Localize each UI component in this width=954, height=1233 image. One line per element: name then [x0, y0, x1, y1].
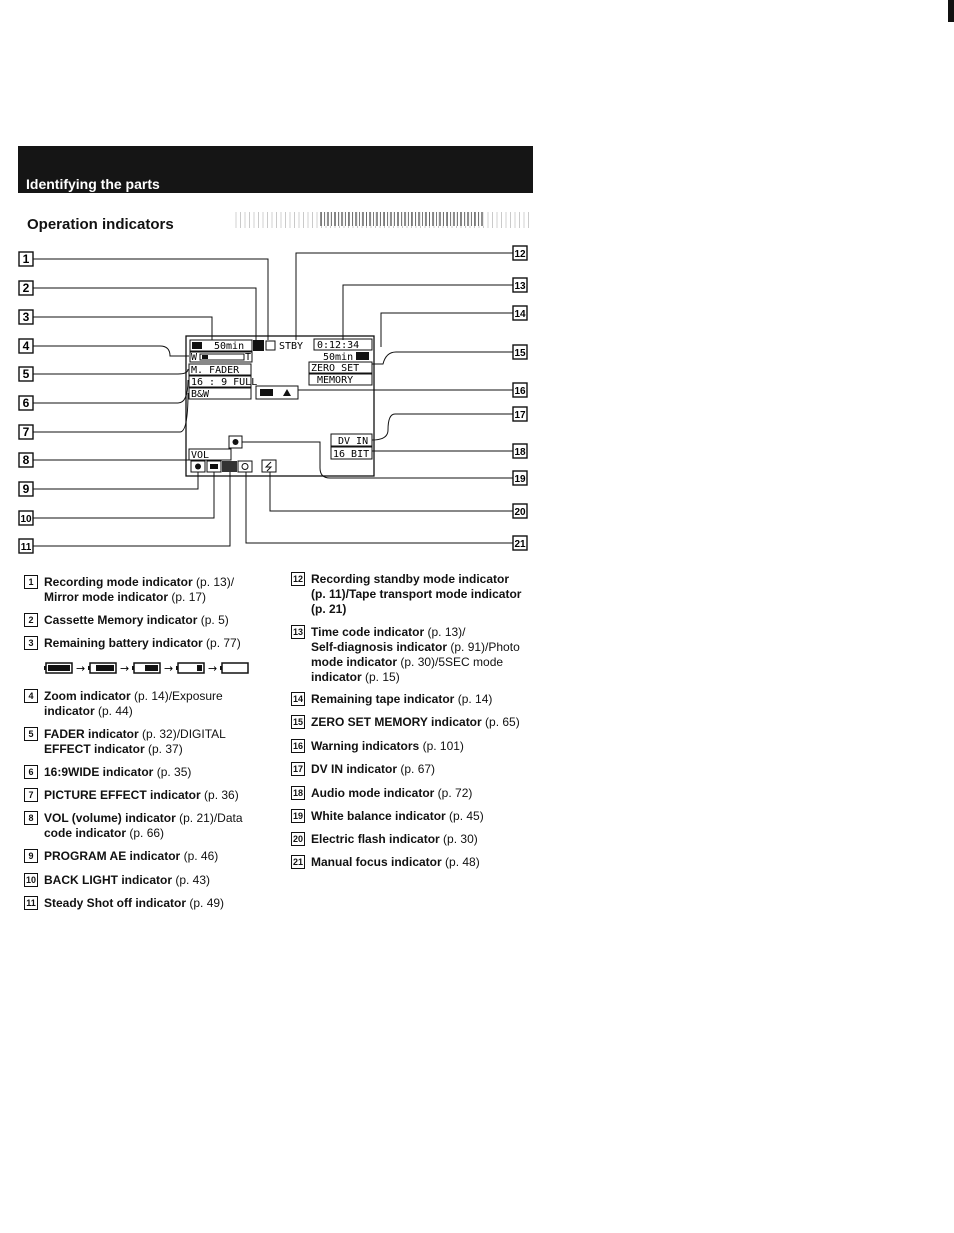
description-number: 21 — [292, 857, 303, 867]
description-title: (p. 21) — [311, 602, 347, 616]
svg-text:8: 8 — [22, 453, 30, 467]
description-title: indicator — [44, 704, 95, 718]
description-number: 16 — [292, 741, 303, 751]
battery-icon — [192, 342, 202, 349]
description-title: PROGRAM AE indicator — [44, 849, 181, 863]
description-page-ref: (p. 35) — [153, 765, 192, 779]
lcd-zoom-w: W — [191, 352, 198, 363]
svg-text:6: 6 — [22, 396, 30, 410]
description-title: mode indicator — [311, 655, 398, 669]
svg-text:4: 4 — [22, 339, 30, 353]
eject-warning-icon — [283, 389, 291, 396]
description-title: PICTURE EFFECT indicator — [44, 788, 201, 802]
battery-full-icon — [44, 663, 72, 673]
lcd-memory: MEMORY — [317, 375, 354, 386]
callout-14 — [513, 306, 527, 320]
cassette-memory-icon — [253, 340, 264, 351]
svg-text:21: 21 — [514, 539, 526, 550]
callout-5 — [19, 367, 33, 381]
description-number: 14 — [292, 694, 303, 704]
description-number: 8 — [24, 811, 38, 825]
svg-text:3: 3 — [22, 310, 30, 324]
description-page-ref: (p. 13)/ — [424, 625, 466, 639]
svg-text:11: 11 — [20, 542, 32, 553]
description-page-ref: (p. 32)/DIGITAL — [138, 727, 226, 741]
description-page-ref: (p. 43) — [172, 873, 211, 887]
svg-text:20: 20 — [514, 507, 526, 518]
description-title: 16:9WIDE indicator — [44, 765, 154, 779]
battery-sequence — [44, 660, 274, 676]
svg-text:9: 9 — [22, 482, 30, 496]
description-9 — [24, 849, 218, 864]
svg-text:→: → — [76, 662, 86, 675]
description-page-ref: (p. 67) — [397, 762, 436, 776]
description-title: code indicator — [44, 826, 127, 840]
lcd-wide: 16 : 9 FULL — [191, 377, 258, 388]
description-page-ref: (p. 30) — [439, 832, 478, 846]
description-20 — [291, 832, 478, 847]
svg-text:19: 19 — [514, 474, 526, 485]
description-number: 6 — [24, 765, 38, 779]
lcd-tape-time: 50min — [214, 341, 245, 352]
description-number: 9 — [24, 849, 38, 863]
steady-shot-icon — [222, 461, 237, 472]
lcd-fader: M. FADER — [191, 365, 240, 376]
description-13 — [291, 625, 520, 685]
description-title: BACK LIGHT indicator — [44, 873, 172, 887]
lcd-standby: STBY — [279, 341, 304, 352]
callout-21 — [513, 536, 527, 550]
description-page-ref: (p. 65) — [481, 715, 520, 729]
callout-7 — [19, 425, 33, 439]
callout-19 — [513, 471, 527, 485]
callout-15 — [513, 345, 527, 359]
description-title: White balance indicator — [311, 809, 446, 823]
description-19 — [291, 809, 484, 824]
page-header-title: Identifying the parts — [26, 176, 160, 192]
description-number: 1 — [24, 575, 38, 589]
description-page-ref: (p. 14) — [454, 692, 493, 706]
description-title: Time code indicator — [311, 625, 425, 639]
description-11 — [24, 896, 224, 911]
callout-10 — [19, 511, 33, 525]
description-21 — [291, 855, 480, 870]
battery-75-icon — [88, 663, 116, 673]
program-ae-icon — [195, 464, 201, 470]
description-page-ref: (p. 49) — [186, 896, 225, 910]
lcd-zero-set: ZERO SET — [311, 363, 360, 374]
description-page-ref: (p. 101) — [419, 739, 464, 753]
lcd-dv-in: DV IN — [338, 436, 369, 447]
flash-box — [262, 460, 276, 472]
description-title: Recording mode indicator — [44, 575, 193, 589]
callout-1 — [19, 252, 33, 266]
description-page-ref: (p. 14)/Exposure — [130, 689, 223, 703]
description-4 — [24, 689, 223, 719]
description-page-ref: (p. 30)/5SEC mode — [397, 655, 504, 669]
callout-6 — [19, 396, 33, 410]
callout-2 — [19, 281, 33, 295]
warning-tape-icon — [260, 389, 273, 396]
battery-25-icon — [176, 663, 204, 673]
description-title: Recording standby mode indicator — [311, 572, 510, 586]
svg-text:15: 15 — [514, 348, 526, 359]
description-title: FADER indicator — [44, 727, 139, 741]
description-number: 5 — [24, 727, 38, 741]
description-title: Cassette Memory indicator — [44, 613, 198, 627]
description-12 — [291, 572, 521, 617]
svg-text:14: 14 — [514, 309, 526, 320]
white-balance-box — [238, 461, 252, 472]
description-title: DV IN indicator — [311, 762, 398, 776]
description-number: 11 — [24, 896, 38, 910]
description-title: Zoom indicator — [44, 689, 131, 703]
description-page-ref: (p. 91)/Photo — [447, 640, 520, 654]
description-page-ref: (p. 21)/Data — [175, 811, 243, 825]
description-page-ref: (p. 48) — [441, 855, 480, 869]
callout-20 — [513, 504, 527, 518]
description-number: 10 — [25, 875, 36, 885]
callout-3 — [19, 310, 33, 324]
description-title: Electric flash indicator — [311, 832, 440, 846]
callout-16 — [513, 383, 527, 397]
svg-text:18: 18 — [514, 447, 526, 458]
description-number: 4 — [24, 689, 38, 703]
svg-text:→: → — [208, 662, 218, 675]
description-title: Steady Shot off indicator — [44, 896, 187, 910]
svg-text:10: 10 — [20, 514, 32, 525]
battery-50-icon — [132, 663, 160, 673]
description-18 — [291, 786, 472, 801]
description-page-ref: (p. 5) — [197, 613, 229, 627]
svg-text:5: 5 — [22, 367, 30, 381]
callout-18 — [513, 444, 527, 458]
description-number: 20 — [292, 834, 303, 844]
description-8 — [24, 811, 243, 841]
description-title: VOL (volume) indicator — [44, 811, 176, 825]
description-17 — [291, 762, 435, 777]
description-number: 2 — [24, 613, 38, 627]
description-number: 7 — [24, 788, 38, 802]
svg-text:→: → — [164, 662, 174, 675]
description-page-ref: (p. 37) — [144, 742, 183, 756]
description-title: Remaining tape indicator — [311, 692, 455, 706]
description-2 — [24, 613, 229, 628]
description-page-ref: (p. 66) — [126, 826, 165, 840]
zoom-level — [202, 355, 208, 359]
description-number: 17 — [292, 764, 303, 774]
description-title: (p. 11)/Tape transport mode indicator — [311, 587, 522, 601]
lcd-effect: B&W — [191, 389, 210, 400]
exposure-icon — [266, 341, 275, 350]
description-title: Self-diagnosis indicator — [311, 640, 448, 654]
svg-text:2: 2 — [22, 281, 30, 295]
callout-11 — [19, 539, 33, 553]
callout-9 — [19, 482, 33, 496]
description-1 — [24, 575, 234, 605]
description-page-ref: (p. 45) — [445, 809, 484, 823]
callout-8 — [19, 453, 33, 467]
lcd-zoom-t: T — [245, 352, 252, 363]
svg-text:13: 13 — [514, 281, 526, 292]
svg-text:16: 16 — [514, 386, 526, 397]
description-number: 19 — [292, 811, 303, 821]
svg-text:12: 12 — [514, 249, 526, 260]
description-number: 12 — [292, 574, 303, 584]
description-title: indicator — [311, 670, 362, 684]
battery-empty-icon — [220, 663, 248, 673]
manual-focus-icon — [233, 439, 239, 445]
description-number: 15 — [292, 717, 303, 727]
white-balance-icon — [242, 464, 248, 470]
description-14 — [291, 692, 492, 707]
lcd-vol: VOL — [191, 450, 210, 461]
lcd-remaining-tape: 50min — [323, 352, 354, 363]
description-3 — [24, 636, 241, 651]
description-page-ref: (p. 44) — [94, 704, 133, 718]
description-7 — [24, 788, 239, 803]
description-5 — [24, 727, 226, 757]
callout-13 — [513, 278, 527, 292]
description-page-ref: (p. 72) — [434, 786, 473, 800]
description-title: Audio mode indicator — [311, 786, 435, 800]
description-title: EFFECT indicator — [44, 742, 145, 756]
description-page-ref: (p. 36) — [200, 788, 239, 802]
description-page-ref: (p. 46) — [180, 849, 219, 863]
callout-4 — [19, 339, 33, 353]
description-title: Remaining battery indicator — [44, 636, 203, 650]
description-10 — [24, 873, 210, 888]
description-page-ref: (p. 77) — [202, 636, 241, 650]
description-number: 13 — [292, 627, 303, 637]
section-title: Operation indicators — [27, 216, 174, 233]
svg-text:→: → — [120, 662, 130, 675]
svg-text:17: 17 — [514, 410, 526, 421]
callout-17 — [513, 407, 527, 421]
tape-icon — [356, 352, 369, 360]
description-number: 18 — [292, 788, 303, 798]
description-page-ref: (p. 15) — [361, 670, 400, 684]
description-16 — [291, 739, 464, 754]
svg-text:1: 1 — [22, 252, 30, 266]
lcd-timecode: 0:12:34 — [317, 340, 360, 351]
description-page-ref: (p. 17) — [168, 590, 207, 604]
description-15 — [291, 715, 520, 730]
description-number: 3 — [24, 636, 38, 650]
description-title: Manual focus indicator — [311, 855, 442, 869]
description-page-ref: (p. 13)/ — [192, 575, 235, 589]
description-title: Mirror mode indicator — [44, 590, 169, 604]
backlight-icon — [210, 464, 218, 469]
lcd-audio: 16 BIT — [333, 449, 370, 460]
svg-text:7: 7 — [22, 425, 30, 439]
flash-icon — [266, 462, 271, 471]
description-title: Warning indicators — [311, 739, 420, 753]
callout-12 — [513, 246, 527, 260]
description-title: ZERO SET MEMORY indicator — [311, 715, 482, 729]
description-6 — [24, 765, 191, 780]
